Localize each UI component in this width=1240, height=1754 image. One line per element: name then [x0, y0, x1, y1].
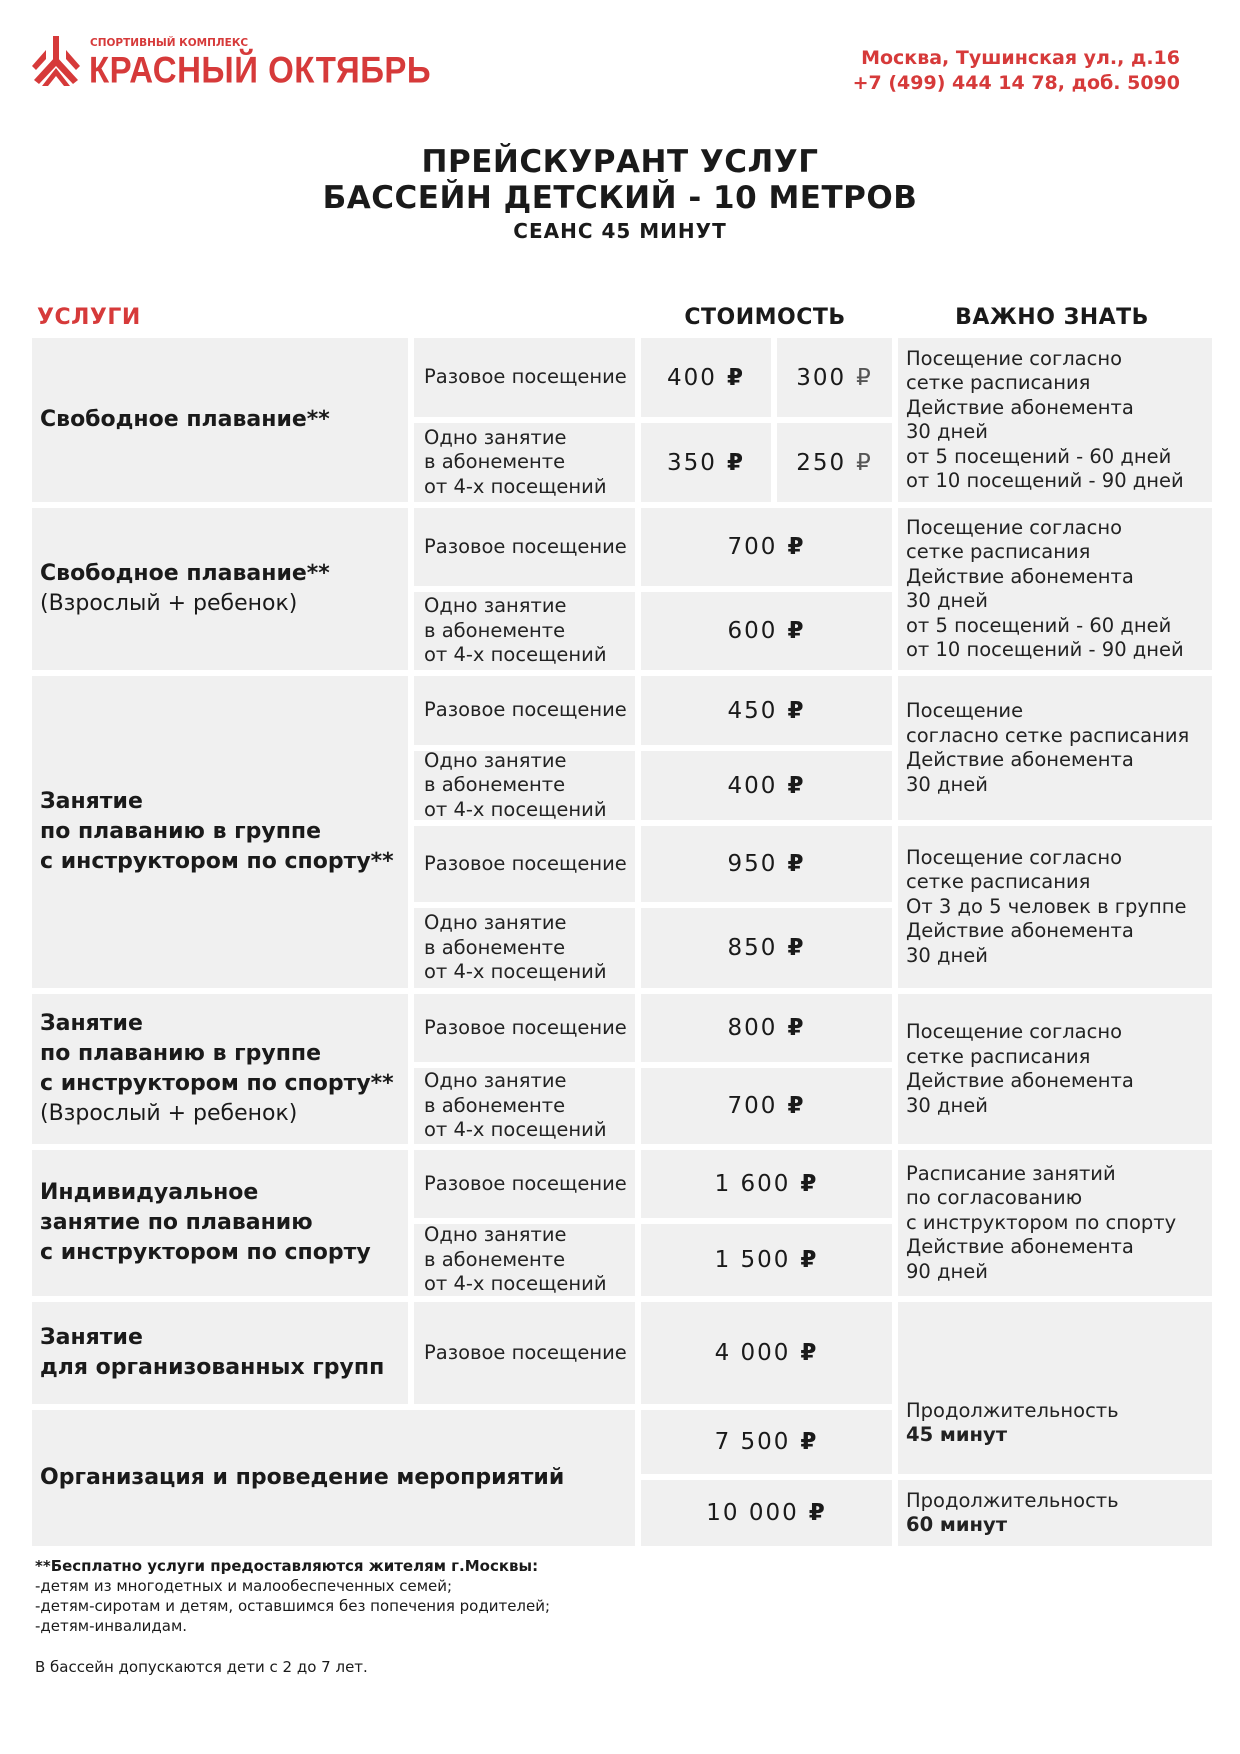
- service-subtitle: (Взрослый + ребенок): [40, 1101, 298, 1126]
- ruble-icon: ₽: [856, 364, 873, 391]
- column-header-services: УСЛУГИ: [37, 305, 141, 330]
- ruble-icon: ₽: [800, 1429, 819, 1455]
- visit-label-line: от 4-х посещений: [424, 474, 607, 498]
- price-cell: [641, 423, 771, 502]
- note-line: от 5 посещений - 60 дней: [906, 613, 1172, 637]
- visit-single: [414, 1302, 635, 1404]
- note-line: Действие абонемента: [906, 919, 1134, 943]
- important-note: [898, 676, 1212, 820]
- price-value: 850: [727, 935, 778, 961]
- price-cell-discount: [777, 338, 892, 417]
- note-line: сетке расписания: [906, 540, 1091, 563]
- visit-label-line: Одно занятие: [424, 1223, 567, 1247]
- price-cell: [641, 994, 892, 1062]
- price-cell: [641, 1410, 892, 1474]
- note-line: 30 дней: [906, 420, 988, 443]
- price-value: 1 500: [714, 1247, 791, 1273]
- visit-label-line: в абонементе: [424, 1247, 566, 1271]
- ruble-icon: ₽: [787, 1015, 806, 1041]
- visit-label-line: Одно занятие: [424, 425, 567, 449]
- note-line: сетке расписания: [906, 371, 1091, 394]
- service-individual-lesson: [32, 1150, 408, 1296]
- price-value: 700: [727, 534, 778, 560]
- logo-subtitle: СПОРТИВНЫЙ КОМПЛЕКС: [90, 37, 249, 49]
- price-cell-discount: [777, 423, 892, 502]
- visit-label-line: Одно занятие: [424, 1069, 567, 1093]
- note-line: Посещение согласно: [906, 1020, 1123, 1043]
- price-value: 7 500: [714, 1429, 791, 1455]
- note-line: сетке расписания: [906, 1044, 1091, 1068]
- ruble-icon: ₽: [787, 851, 806, 877]
- visit-label: Разовое посещение: [424, 534, 627, 558]
- note-line: Действие абонемента: [906, 748, 1134, 771]
- service-name-line: с инструктором по спорту: [40, 1240, 371, 1265]
- footnote-item: -детям-сиротам и детям, оставшимся без попечения родителей;: [35, 1597, 551, 1615]
- visit-label-line: в абонементе: [424, 773, 566, 797]
- note-line: Действие абонемента: [906, 1235, 1134, 1259]
- note-line: сетке расписания: [906, 870, 1091, 894]
- price-value: 250: [796, 449, 847, 476]
- price-value: 400: [667, 364, 717, 391]
- address: Москва, Тушинская ул., д.16: [861, 47, 1180, 69]
- service-name-line: по плаванию в группе: [40, 1041, 322, 1066]
- visit-single: [414, 994, 635, 1062]
- page-title: ПРЕЙСКУРАНТ УСЛУГ: [421, 144, 819, 180]
- note-line: от 5 посещений - 60 дней: [906, 444, 1172, 468]
- price-value: 800: [727, 1015, 778, 1041]
- visit-single: [414, 1150, 635, 1218]
- visit-label: Разовое посещение: [424, 1015, 627, 1039]
- price-cell: [641, 338, 771, 417]
- footnote-item: -детям-инвалидам.: [35, 1617, 188, 1635]
- note-line: Посещение согласно: [906, 845, 1123, 869]
- price-value: 300: [796, 364, 847, 391]
- note-line: 90 дней: [906, 1259, 988, 1283]
- service-name-line: Индивидуальное: [40, 1180, 259, 1205]
- page-subtitle: БАССЕЙН ДЕТСКИЙ - 10 МЕТРОВ: [322, 180, 918, 216]
- service-name-line: для организованных групп: [40, 1355, 385, 1380]
- note-line-bold: 45 минут: [906, 1423, 1008, 1446]
- contacts: [853, 46, 1180, 96]
- price-cell: [641, 826, 892, 902]
- price-value: 950: [727, 851, 778, 877]
- ruble-icon: ₽: [787, 618, 806, 644]
- visit-label: Разовое посещение: [424, 698, 627, 722]
- visit-label-line: Одно занятие: [424, 911, 567, 935]
- visit-subscription: [414, 1224, 635, 1296]
- ruble-icon: ₽: [856, 449, 873, 476]
- note-line: Действие абонемента: [906, 1069, 1134, 1092]
- price-value: 450: [727, 697, 778, 724]
- ruble-icon: ₽: [787, 935, 806, 961]
- note-line: согласно сетке расписания: [906, 723, 1190, 747]
- ruble-icon: ₽: [800, 1247, 819, 1273]
- price-value: 1 600: [714, 1171, 791, 1197]
- service-group-lesson-adult: [32, 994, 408, 1144]
- visit-label-line: Одно занятие: [424, 594, 567, 618]
- price-value: 350: [667, 449, 717, 476]
- note-line: Расписание занятий: [906, 1161, 1116, 1185]
- visit-label-line: от 4-х посещений: [424, 960, 607, 984]
- service-name: Свободное плавание**: [40, 561, 330, 586]
- price-cell: [641, 751, 892, 820]
- important-note: [898, 826, 1212, 988]
- visit-label-line: от 4-х посещений: [424, 1118, 607, 1142]
- important-note-duration-45: [898, 1302, 1212, 1474]
- price-cell: [641, 1302, 892, 1404]
- note-line: Действие абонемента: [906, 395, 1134, 419]
- note-line: 30 дней: [906, 943, 988, 967]
- visit-label-line: в абонементе: [424, 1093, 566, 1117]
- service-name-line: Занятие: [40, 1011, 143, 1036]
- ruble-icon: ₽: [787, 534, 806, 560]
- service-name-line: Занятие: [40, 789, 143, 814]
- visit-subscription: [414, 908, 635, 988]
- service-events: [32, 1410, 635, 1546]
- ruble-icon: ₽: [726, 449, 745, 476]
- phone: +7 (499) 444 14 78, доб. 5090: [852, 72, 1180, 94]
- note-line: 30 дней: [906, 589, 988, 612]
- price-cell: [641, 908, 892, 988]
- footnote: [35, 1556, 550, 1636]
- note-line: от 10 посещений - 90 дней: [906, 638, 1184, 661]
- logo: [32, 34, 432, 91]
- visit-subscription: [414, 592, 635, 670]
- important-note: [898, 338, 1212, 502]
- note-line: Действие абонемента: [906, 564, 1134, 588]
- column-header-important: ВАЖНО ЗНАТЬ: [955, 305, 1149, 330]
- service-name-line: с инструктором по спорту**: [40, 849, 394, 874]
- visit-label-line: от 4-х посещений: [424, 1272, 607, 1296]
- visit-single: [414, 508, 635, 586]
- price-cell: [641, 592, 892, 670]
- visit-label-line: в абонементе: [424, 618, 566, 642]
- ruble-icon: ₽: [808, 1500, 827, 1526]
- important-note: [898, 1150, 1212, 1296]
- price-value: 10 000: [706, 1500, 799, 1526]
- footnote-heading: **Бесплатно услуги предоставляются жителям г.Москвы:: [35, 1557, 539, 1575]
- note-line: от 10 посещений - 90 дней: [906, 469, 1184, 492]
- ruble-icon: ₽: [800, 1340, 819, 1366]
- price-value: 4 000: [714, 1340, 791, 1366]
- service-organized-groups: [32, 1302, 408, 1404]
- service-free-swim-adult: [32, 508, 408, 670]
- service-name: Организация и проведение мероприятий: [40, 1465, 565, 1490]
- visit-label-line: от 4-х посещений: [424, 797, 607, 821]
- price-value: 400: [727, 772, 778, 799]
- note-line: 30 дней: [906, 1093, 988, 1117]
- visit-label: Разовое посещение: [424, 365, 627, 389]
- visit-single: [414, 338, 635, 417]
- service-name: Свободное плавание**: [40, 407, 330, 432]
- visit-label: Разовое посещение: [424, 1171, 627, 1195]
- session-duration: СЕАНС 45 МИНУТ: [513, 219, 727, 243]
- visit-subscription: [414, 1068, 635, 1144]
- visit-single: [414, 826, 635, 902]
- ruble-icon: ₽: [787, 697, 806, 724]
- ruble-icon: ₽: [787, 1093, 806, 1119]
- price-cell: [641, 1224, 892, 1296]
- service-free-swim: [32, 338, 408, 502]
- note-line: Продолжительность: [906, 1398, 1119, 1422]
- visit-label-line: в абонементе: [424, 450, 566, 474]
- important-note: [898, 508, 1212, 670]
- ruble-icon: ₽: [800, 1171, 819, 1197]
- price-cell: [641, 1480, 892, 1546]
- visit-label-line: от 4-х посещений: [424, 643, 607, 667]
- service-group-lesson: [32, 676, 408, 988]
- note-line: От 3 до 5 человек в группе: [906, 894, 1187, 918]
- service-name-line: с инструктором по спорту**: [40, 1071, 394, 1096]
- note-line: Посещение согласно: [906, 515, 1123, 539]
- price-cell: [641, 676, 892, 745]
- important-note-duration-60: [898, 1480, 1212, 1546]
- visit-label: Разовое посещение: [424, 851, 627, 875]
- note-line: Посещение: [906, 699, 1024, 722]
- price-cell: [641, 1068, 892, 1144]
- footnote-item: -детям из многодетных и малообеспеченных семей;: [35, 1577, 453, 1595]
- age-note: В бассейн допускаются дети с 2 до 7 лет.: [35, 1658, 368, 1676]
- price-value: 600: [727, 618, 778, 644]
- price-cell: [641, 508, 892, 586]
- note-line-bold: 60 минут: [906, 1513, 1008, 1536]
- column-header-cost: СТОИМОСТЬ: [684, 305, 846, 330]
- logo-title: КРАСНЫЙ ОКТЯБРЬ: [89, 49, 432, 91]
- note-line: 30 дней: [906, 772, 988, 796]
- visit-label: Разовое посещение: [424, 1340, 627, 1364]
- ruble-icon: ₽: [726, 364, 745, 391]
- logo-mark-icon: [32, 36, 80, 86]
- service-name-line: по плаванию в группе: [40, 819, 322, 844]
- price-cell: [641, 1150, 892, 1218]
- service-name-line: Занятие: [40, 1325, 143, 1350]
- ruble-icon: ₽: [787, 772, 806, 799]
- visit-subscription: [414, 748, 635, 821]
- note-line: по согласованию: [906, 1186, 1083, 1210]
- visit-label-line: Одно занятие: [424, 748, 567, 772]
- important-note: [898, 994, 1212, 1144]
- visit-subscription: [414, 423, 635, 502]
- note-line: с инструктором по спорту: [906, 1210, 1177, 1234]
- visit-label-line: в абонементе: [424, 935, 566, 959]
- note-line: Продолжительность: [906, 1488, 1119, 1512]
- service-subtitle: (Взрослый + ребенок): [40, 591, 298, 616]
- service-name-line: занятие по плаванию: [40, 1210, 313, 1235]
- price-value: 700: [727, 1093, 778, 1119]
- visit-single: [414, 676, 635, 745]
- note-line: Посещение согласно: [906, 346, 1123, 370]
